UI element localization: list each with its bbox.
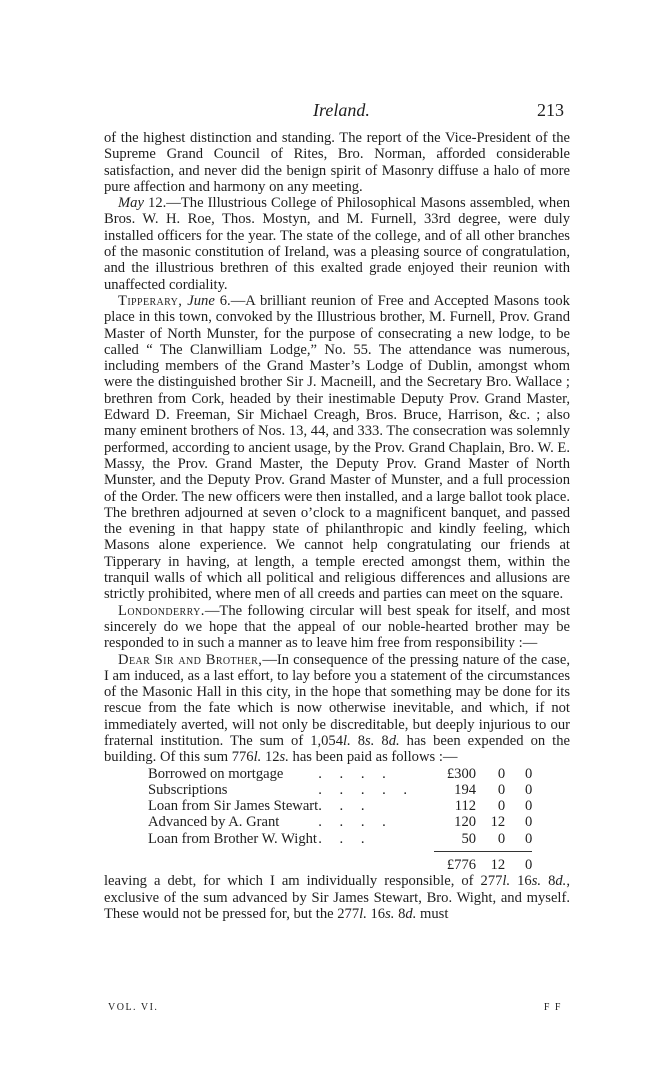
date-lead: May [118,195,144,212]
account-row: Borrowed on mortgage . . . . £300 0 0 [148,765,533,782]
paragraph-continuation: of the highest distinction and standing. The report of the Vice-President of the Supreme Grand Council of Rites, Bro. Norman, afforded considerable satisfaction, and never did the benign spirit of Masonry diffuse a halo of more pure affection and harmony on any meeting. [104,130,570,195]
signature-mark: F F [543,1002,562,1013]
account-row: Subscriptions . . . . . 194 0 0 [148,781,533,798]
page-body [104,130,570,922]
date-lead: June [187,292,215,309]
paragraph-college: May 12.—The Illustrious College of Philosophical Masons assembled, when Bros. W. H. Roe, Thos. Mostyn, and M. Furnell, 33rd degree, were duly installed officers for the year. The state of the college, and of all other branches of the masonic constitution of Ireland, was a pleasing source of congratulation, and the illustrious brethren of this exalted grade enjoyed their reunion with unaffected cordiality. [104,195,570,293]
total-rule-row [148,847,532,855]
account-row: Loan from Sir James Stewart . . . 112 0 0 [148,798,533,815]
account-row: Loan from Brother W. Wight . . . 50 0 0 [148,830,533,847]
page-footer [108,1002,562,1016]
volume-label: VOL. VI. [108,1002,159,1013]
total-row: £776 12 0 [446,857,533,874]
salutation: Dear Sir and Brother, [118,651,263,668]
page-number: 213 [537,100,564,120]
place-heading: Tipperary, [118,292,183,309]
account-row: Advanced by A. Grant . . . . 120 12 0 [148,814,533,831]
paragraph-letter: Dear Sir and Brother,—In consequence of the pressing nature of the case, I am induced, as a last effort, to lay before you a statement of the circumstances of the Masonic Hall in this city, in the hope that something may be done for its rescue from the fate which is now otherwise inevitable, and which, if not immediately averted, will not only be discreditable, but deeply injurious to our fraternal institution. The sum of 1,054l. 8s. 8d. has been expended on the building. Of this sum 776l. 12s. has been paid as follows :— [104,651,571,766]
paragraph-debt: leaving a debt, for which I am individually responsible, of 277l. 16s. 8d., exclusive of the sum advanced by Sir James Stewart, Bro. Wight, and myself. These would not be pressed for, but the 277l. 16s. 8d. must [104,873,570,922]
place-heading: Londonderry. [118,602,205,619]
accounts-table [148,766,532,874]
page-header [0,100,666,124]
paragraph-londonderry: Londonderry.—The following circular will best speak for itself, and most sincerely do we hope that the appeal of our noble-hearted brother may be responded to in such a manner as to leave him free from responsibility :— [104,602,570,652]
running-title: Ireland. [313,100,370,120]
paragraph-tipperary: Tipperary, June 6.—A brilliant reunion of Free and Accepted Masons took place in this town, convoked by the Illustrious brother, M. Furnell, Prov. Grand Master of North Munster, for the purpose of consecrating a new lodge, to be called “ The Clanwilliam Lodge,” No. 55. The attendance was numerous, including members of the Grand Master’s Lodge of Dublin, amongst whom were the distinguished brother Sir J. Macneill, and the Secretary Bro. Wallace ; brethren from Cork, headed by their inestimable Deputy Prov. Grand Master, Edward D. Freeman, Sir Michael Creagh, Bros. Bruce, Harrison, &c. ; also many eminent brothers of Nos. 13, 44, and 333. The consecration was solemnly performed, according to ancient usage, by the Prov. Grand Chaplain, Bro. W. E. Massy, the Prov. Grand Master, the Deputy Prov. Grand Master of North Munster, and the Deputy Prov. Grand Master of Munster, and a full procession of the Order. The new officers were then installed, and a large ballot took place. The brethren adjourned at seven o’clock to a magnificent banquet, and passed the evening in that happy state of philanthropic and kindly feeling, which Masons alone experience. We cannot help congratulating our friends at Tipperary in having, at length, a temple erected amongst them, within the tranquil walls of which all political and religious differences and allusions are strictly prohibited, where men of all creeds and parties can meet on the square. [104,292,570,603]
total-rule [434,851,532,852]
